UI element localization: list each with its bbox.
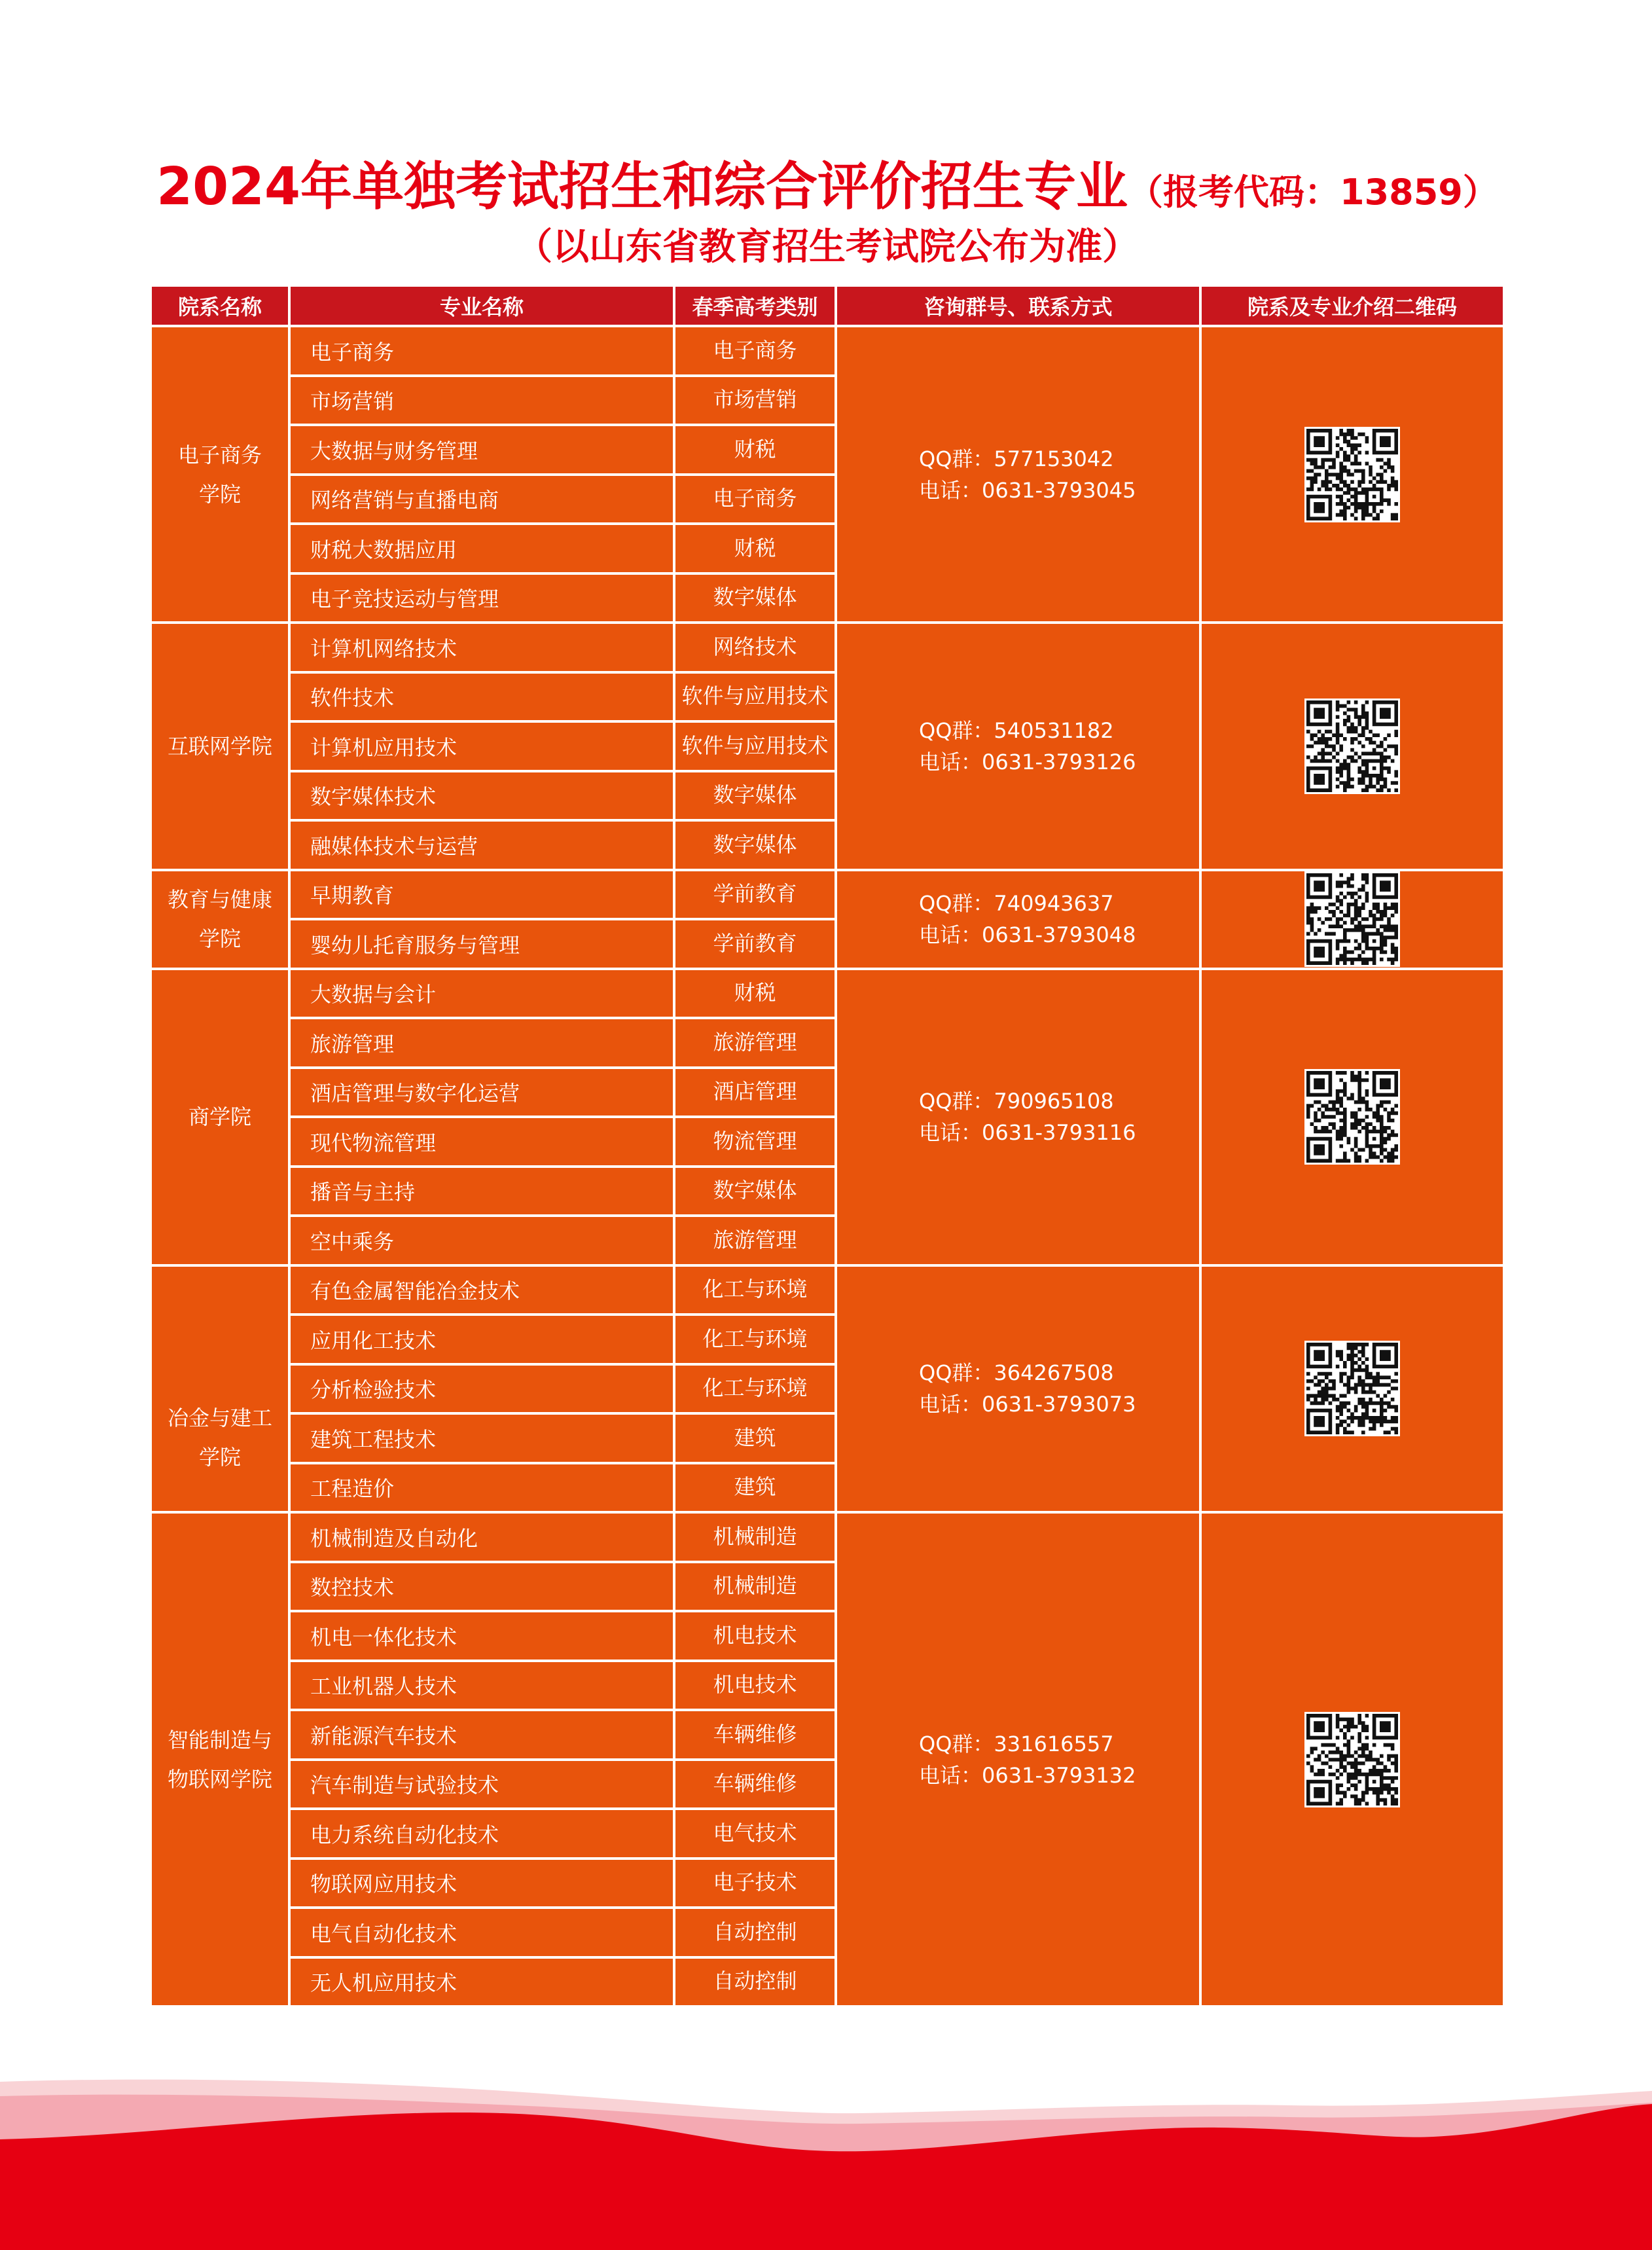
phone-number: 电话：0631-3793132 [919,1762,1136,1788]
exam-category: 数字媒体 [675,772,835,820]
qr-code [1304,871,1400,967]
major-name: 现代物流管理 [291,1118,673,1165]
qr-code-cell [1202,871,1503,968]
phone-number: 电话：0631-3793045 [919,477,1136,503]
major-name: 酒店管理与数字化运营 [291,1069,673,1116]
major-name: 电子商务 [291,327,673,374]
major-name: 空中乘务 [291,1217,673,1264]
exam-category: 软件与应用技术 [675,674,835,721]
application-code: （报考代码：13859） [1128,172,1498,213]
qr-code [1304,427,1400,522]
major-name: 工业机器人技术 [291,1662,673,1709]
exam-category: 旅游管理 [675,1217,835,1264]
exam-category: 物流管理 [675,1118,835,1165]
department-name-cell [152,1267,288,1512]
exam-category: 财税 [675,426,835,473]
major-name: 大数据与会计 [291,970,673,1017]
exam-category: 数字媒体 [675,1168,835,1215]
exam-category: 电子商务 [675,476,835,523]
exam-category: 电气技术 [675,1810,835,1857]
exam-category: 车辆维修 [675,1711,835,1758]
qq-group-number: QQ群：740943637 [919,891,1114,916]
major-name: 应用化工技术 [291,1316,673,1363]
major-name: 网络营销与直播电商 [291,476,673,523]
major-name: 工程造价 [291,1464,673,1512]
department-name-line: 商学院 [188,1104,251,1129]
major-name: 婴幼儿托育服务与管理 [291,920,673,968]
qr-code [1304,1341,1400,1436]
exam-category: 软件与应用技术 [675,723,835,770]
department-name-line: 电子商务 [177,442,262,467]
major-name: 有色金属智能冶金技术 [291,1267,673,1314]
exam-category: 车辆维修 [675,1761,835,1808]
exam-category: 自动控制 [675,1959,835,2006]
department-name-line: 互联网学院 [167,733,272,759]
contact-cell [837,327,1199,621]
page-subtitle: （以山东省教育招生考试院公布为准） [516,226,1139,268]
phone-number: 电话：0631-3793116 [919,1120,1136,1145]
major-name: 新能源汽车技术 [291,1711,673,1758]
department-name-line: 智能制造与 [167,1727,272,1752]
major-name: 财税大数据应用 [291,525,673,572]
exam-category: 学前教育 [675,920,835,968]
major-name: 早期教育 [291,871,673,918]
exam-category: 机械制造 [675,1563,835,1610]
exam-category: 建筑 [675,1415,835,1462]
exam-category: 化工与环境 [675,1316,835,1363]
exam-category: 酒店管理 [675,1069,835,1116]
qr-code [1304,699,1400,794]
exam-category: 建筑 [675,1464,835,1512]
exam-category: 机电技术 [675,1612,835,1660]
exam-category: 旅游管理 [675,1019,835,1066]
qr-code-cell [1202,970,1503,1264]
department-name-line: 物联网学院 [167,1766,272,1792]
qr-code [1304,1712,1400,1807]
major-name: 融媒体技术与运营 [291,822,673,869]
contact-cell [837,624,1199,869]
major-name: 电力系统自动化技术 [291,1810,673,1857]
department-name-cell [152,871,288,968]
exam-category: 机械制造 [675,1514,835,1561]
contact-cell [837,1267,1199,1512]
major-name: 机电一体化技术 [291,1612,673,1660]
major-name: 电子竞技运动与管理 [291,575,673,622]
contact-cell [837,1514,1199,2005]
major-name: 数控技术 [291,1563,673,1610]
phone-number: 电话：0631-3793048 [919,922,1136,947]
page-title [152,154,1503,219]
header-department: 院系名称 [152,287,288,325]
exam-category: 数字媒体 [675,822,835,869]
exam-category: 市场营销 [675,377,835,424]
header-qr-code: 院系及专业介绍二维码 [1202,287,1503,325]
exam-category: 化工与环境 [675,1366,835,1413]
major-name: 市场营销 [291,377,673,424]
department-name-cell [152,327,288,621]
exam-category: 自动控制 [675,1909,835,1956]
exam-category: 财税 [675,970,835,1017]
major-name: 计算机应用技术 [291,723,673,770]
major-name: 分析检验技术 [291,1366,673,1413]
exam-category: 学前教育 [675,871,835,918]
exam-category: 财税 [675,525,835,572]
exam-category: 化工与环境 [675,1267,835,1314]
exam-category: 数字媒体 [675,575,835,622]
contact-cell [837,871,1199,968]
qr-code-cell [1202,1514,1503,2005]
bottom-wave-decoration [0,2062,1652,2250]
major-name: 汽车制造与试验技术 [291,1761,673,1808]
qq-group-number: QQ群：540531182 [919,717,1114,743]
major-name: 数字媒体技术 [291,772,673,820]
major-name: 大数据与财务管理 [291,426,673,473]
exam-category: 网络技术 [675,624,835,671]
qq-group-number: QQ群：331616557 [919,1731,1114,1756]
department-name-line: 冶金与建工 [167,1406,272,1431]
phone-number: 电话：0631-3793073 [919,1392,1136,1417]
exam-category: 电子商务 [675,327,835,374]
qr-code-cell [1202,1267,1503,1512]
exam-category: 机电技术 [675,1662,835,1709]
header-exam-category: 春季高考类别 [675,287,835,325]
header-contact: 咨询群号、联系方式 [837,287,1199,325]
department-name-cell [152,624,288,869]
majors-table [152,287,1503,2005]
qq-group-number: QQ群：577153042 [919,446,1114,471]
major-name: 电气自动化技术 [291,1909,673,1956]
contact-cell [837,970,1199,1264]
qq-group-number: QQ群：364267508 [919,1360,1114,1386]
department-name-line: 学院 [198,926,241,951]
major-name: 物联网应用技术 [291,1860,673,1907]
major-name: 计算机网络技术 [291,624,673,671]
department-name-cell [152,970,288,1264]
qr-code-cell [1202,624,1503,869]
major-name: 机械制造及自动化 [291,1514,673,1561]
major-name: 播音与主持 [291,1168,673,1215]
department-name-cell [152,1514,288,2005]
department-name-line: 教育与健康 [167,887,272,912]
department-name-line: 学院 [198,481,241,507]
phone-number: 电话：0631-3793126 [919,749,1136,774]
major-name: 建筑工程技术 [291,1415,673,1462]
major-name: 无人机应用技术 [291,1959,673,2006]
page-title-main: 2024年单独考试招生和综合评价招生专业 [156,156,1128,217]
exam-category: 电子技术 [675,1860,835,1907]
department-name-line: 学院 [198,1445,241,1470]
qr-code-cell [1202,327,1503,621]
qq-group-number: QQ群：790965108 [919,1089,1114,1114]
major-name: 软件技术 [291,674,673,721]
qr-code [1304,1069,1400,1165]
major-name: 旅游管理 [291,1019,673,1066]
header-major: 专业名称 [291,287,673,325]
